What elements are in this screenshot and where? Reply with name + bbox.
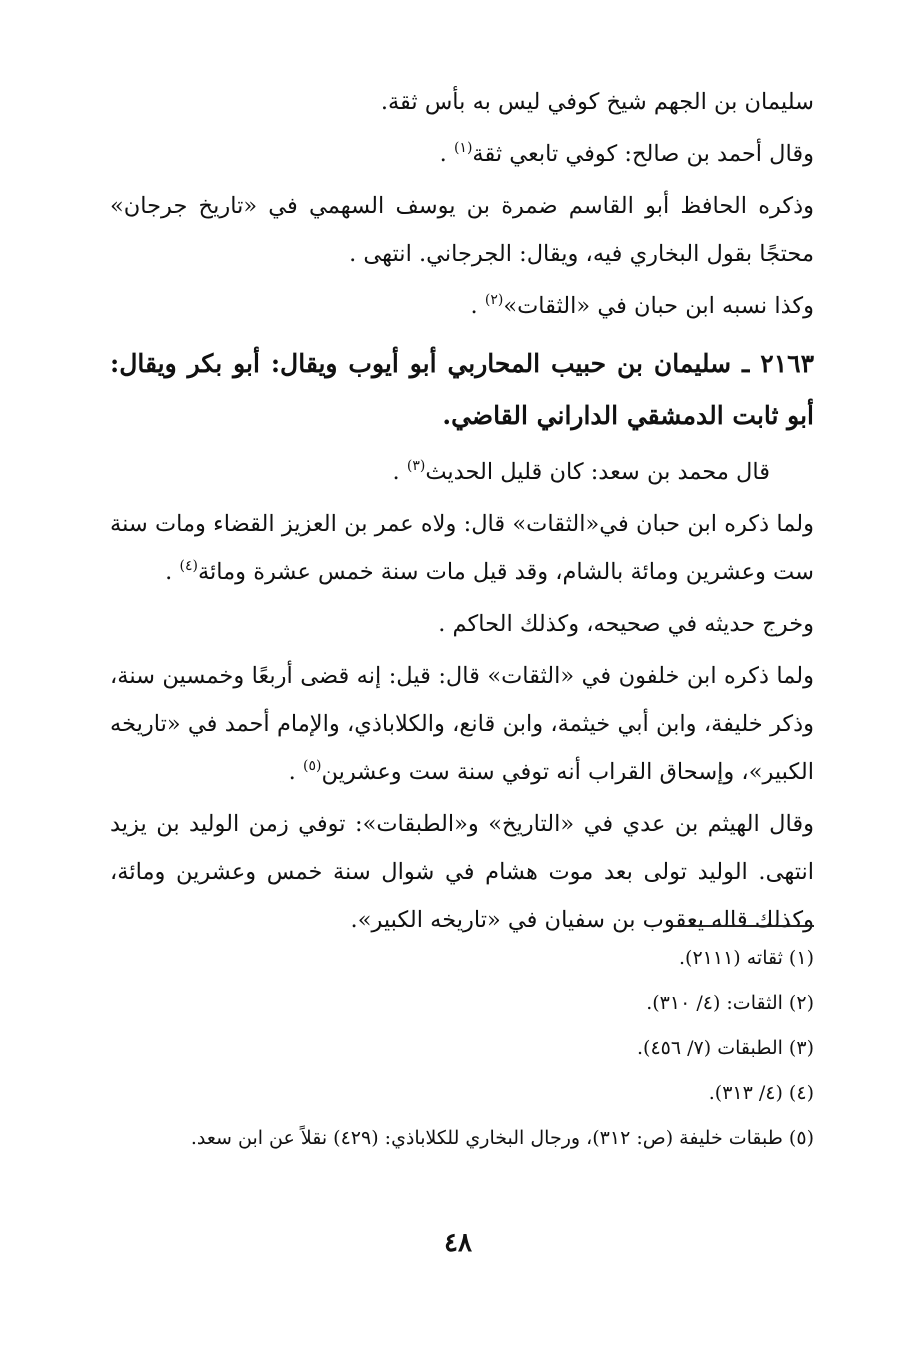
paragraph-text: وذكره الحافظ أبو القاسم ضمرة بن يوسف السهمي في «تاريخ جرجان» محتجًا بقول البخاري فيه، ويقال: الجرجاني. انتهى .: [110, 193, 814, 267]
paragraph: [110, 448, 814, 496]
paragraph-end: .: [392, 459, 407, 485]
footnote: (١) ثقاته (٢١١١).: [679, 947, 814, 969]
paragraph: [110, 800, 814, 944]
entry-heading: ٢١٦٣ ـ سليمان بن حبيب المحاربي أبو أيوب ويقال: أبو بكر ويقال: أبو ثابت الدمشقي الداراني القاضي.: [110, 349, 814, 430]
footnote: (٥) طبقات خليفة (ص: ٣١٢)، ورجال البخاري للكلاباذي: (٤٢٩) نقلاً عن ابن سعد.: [190, 1127, 814, 1149]
paragraph-text: سليمان بن الجهم شيخ كوفي ليس به بأس ثقة.: [380, 89, 814, 115]
paragraph-text: وقال الهيثم بن عدي في «التاريخ» و«الطبقات»: توفي زمن الوليد بن يزيد انتهى. الوليد تولى بعد موت هشام في شوال سنة خمس وعشرين ومائة، وكذلك قاله يعقوب بن سفيان في «تاريخه الكبير».: [110, 811, 814, 933]
paragraph: [110, 130, 814, 178]
paragraph-end: .: [470, 293, 485, 319]
footnote: (٣) الطبقات (٧/ ٤٥٦).: [637, 1037, 814, 1059]
footnote-ref: (٤): [179, 558, 198, 574]
paragraph: [110, 282, 814, 330]
paragraph-text: وخرج حديثه في صحيحه، وكذلك الحاكم .: [438, 611, 814, 637]
paragraph-text: ولما ذكره ابن حبان في«الثقات» قال: ولاه عمر بن العزيز القضاء ومات سنة ست وعشرين ومائة بالشام، وقد قيل مات سنة خمس عشرة ومائة: [110, 511, 814, 585]
footnote-ref: (١): [453, 140, 473, 156]
paragraph-text: وقال أحمد بن صالح: كوفي تابعي ثقة: [472, 141, 814, 167]
footnote: (٤) (٤/ ٣١٣).: [708, 1082, 814, 1104]
main-text: [110, 78, 814, 948]
paragraph-text: قال محمد بن سعد: كان قليل الحديث: [425, 459, 770, 485]
footnote-separator: [673, 925, 814, 927]
footnote: (٢) الثقات: (٤/ ٣١٠).: [646, 992, 814, 1014]
paragraph: [110, 652, 814, 796]
footnotes: [110, 936, 814, 1161]
paragraph-text: ولما ذكره ابن خلفون في «الثقات» قال: قيل: إنه قضى أربعًا وخمسين سنة، وذكر خليفة، وابن أبي خيثمة، وابن قانع، والكلاباذي، والإمام أحمد في «تاريخه الكبير»، وإسحاق القراب أنه توفي سنة ست وعشرين: [110, 663, 814, 785]
footnote-ref: (٥): [302, 758, 322, 774]
paragraph: [110, 78, 814, 126]
paragraph: [110, 500, 814, 596]
page-number: ٤٨: [444, 1228, 472, 1258]
paragraph: [110, 182, 814, 278]
paragraph-text: وكذا نسبه ابن حبان في «الثقات»: [503, 293, 814, 319]
footnote-ref: (٣): [406, 458, 426, 474]
paragraph-end: .: [288, 759, 303, 785]
footnote-ref: (٢): [484, 292, 504, 308]
paragraph-end: .: [439, 141, 454, 167]
paragraph: [110, 600, 814, 648]
paragraph-end: .: [165, 559, 180, 585]
